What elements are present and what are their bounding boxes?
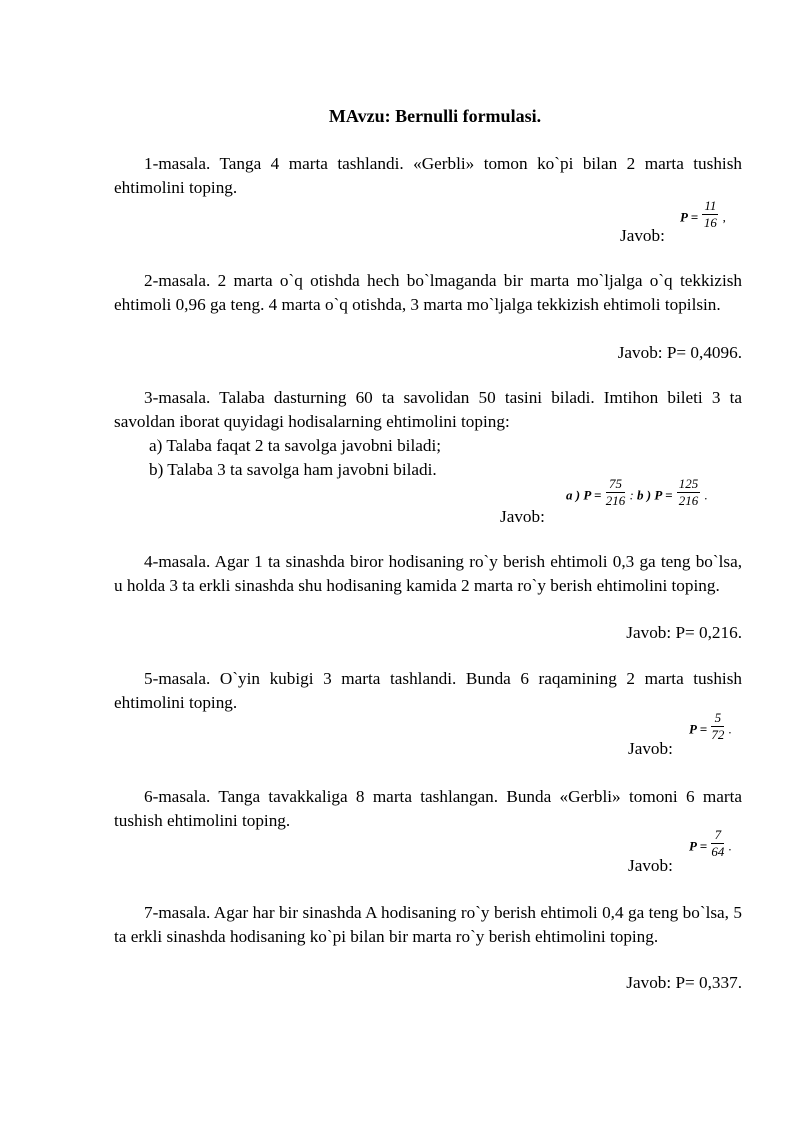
fraction-denominator: 64 [711,844,725,859]
problem-6-text: 6-masala. Tanga tavakkaliga 8 marta tashlangan. Bunda «Gerbli» tomoni 6 marta tushish ehtimolini toping. [114,787,742,830]
problem-5-text: 5-masala. O`yin kubigi 3 marta tashlandi. Bunda 6 raqamining 2 marta tushish ehtimolini toping. [114,669,742,712]
problem-5-answer-label: Javob: [628,739,673,758]
problem-3-text: 3-masala. Talaba dasturning 60 ta savolidan 50 tasini biladi. Imtihon bileti 3 ta savoldan iborat quyidagi hodisalarning ehtimolini toping: [114,388,742,431]
fraction-numerator: 7 [711,827,724,844]
fraction-denominator: 72 [711,727,725,742]
fraction-b-numerator: 125 [678,476,699,491]
problem-2-answer: Javob: P= 0,4096. [617,343,742,362]
problem-3-answer-label: Javob: [500,507,545,526]
formula-a-tail: : [629,487,634,503]
formula-lhs: P = [689,721,708,737]
fraction-numerator: 5 [711,710,724,727]
formula-tail: , [722,209,726,225]
problem-4-text: 4-masala. Agar 1 ta sinashda biror hodisaning ro`y berish ehtimoli 0,3 ga teng bo`lsa, u holda 3 ta erkli sinashda shu hodisaning kamida 2 marta ro`y berish ehtimolini toping. [114,552,742,595]
fraction [711,710,724,743]
formula-tail: . [728,838,732,854]
problem-1-answer-label: Javob: [620,226,665,245]
problem-5-formula [689,710,732,747]
problem-1-text: 1-masala. Tanga 4 marta tashlandi. «Gerbli» tomon ko`pi bilan 2 marta tushish ehtimolini toping. [114,154,742,197]
fraction-b-denominator: 216 [678,493,699,508]
problem-3-item-a: a) Talaba faqat 2 ta savolga javobni biladi; [149,436,441,455]
problem-1-formula [680,198,726,235]
fraction-denominator: 16 [703,215,717,230]
formula-tail: . [728,721,732,737]
fraction-numerator: 11 [704,198,717,213]
fraction-a-numerator: 75 [606,476,626,493]
problem-3-formula [566,476,708,513]
formula-b-lhs: b ) P = [637,487,673,503]
problem-6-answer-label: Javob: [628,856,673,875]
formula-lhs: P = [680,209,699,225]
page-title: MAvzu: Bernulli formulasi. [328,106,542,126]
fraction-b [677,476,701,509]
formula-a-lhs: a ) P = [566,487,602,503]
fraction-a [606,476,626,509]
problem-6-formula [689,827,732,864]
fraction-a-denominator: 216 [605,493,626,508]
fraction [702,198,718,231]
fraction [711,827,724,860]
problem-2-text: 2-masala. 2 marta o`q otishda hech bo`lmaganda bir marta mo`ljalga o`q tekkizish ehtimoli 0,96 ga teng. 4 marta o`q otishda, 3 marta mo`ljalga tekkizish ehtimoli topilsin. [114,271,742,314]
problem-7-answer: Javob: P= 0,337. [626,973,742,992]
formula-lhs: P = [689,838,708,854]
problem-4-answer: Javob: P= 0,216. [626,623,742,642]
formula-b-tail: . [704,487,708,503]
problem-3-item-b: b) Talaba 3 ta savolga ham javobni biladi. [149,460,437,479]
problem-7-text: 7-masala. Agar har bir sinashda A hodisaning ro`y berish ehtimoli 0,4 ga teng bo`lsa, 5 ta erkli sinashda hodisaning ko`pi bilan bir marta ro`y berish ehtimolini toping. [114,903,742,946]
